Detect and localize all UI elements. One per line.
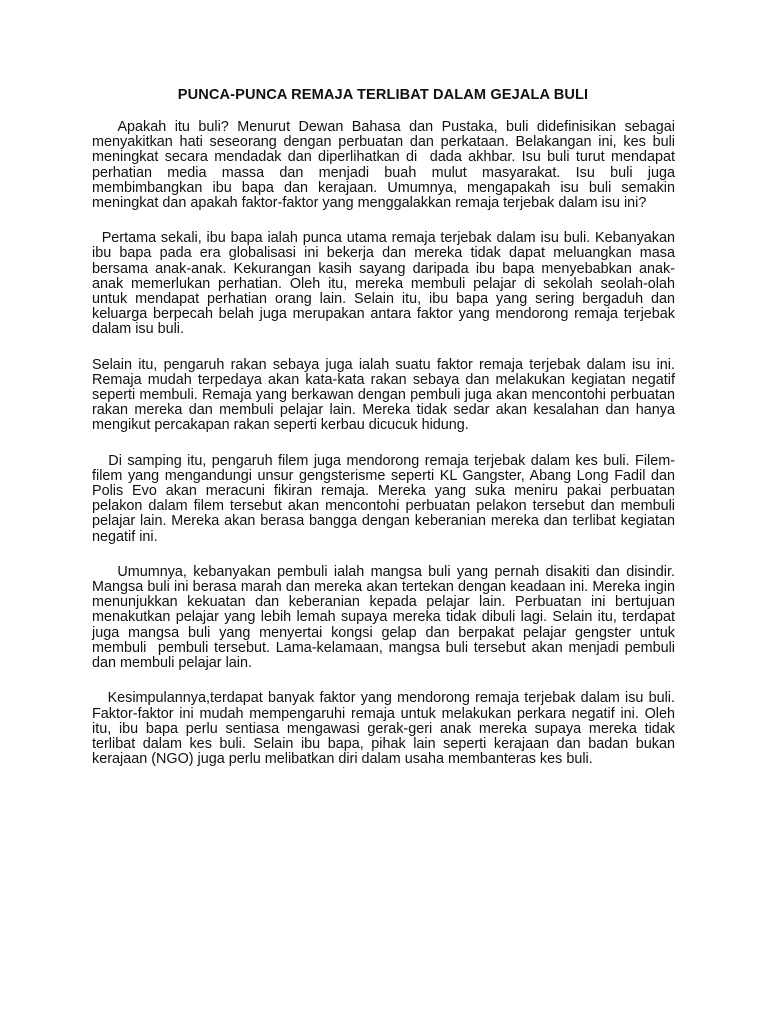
paragraph-intro: Apakah itu buli? Menurut Dewan Bahasa dan Pustaka, buli didefinisikan sebagai menyakitkan hati seseorang dengan perbuatan dan perkataan. Belakangan ini, kes buli meningkat secara mendadak dan diperlihatkan di dada akhbar. Isu buli turut mendapat perhatian media massa dan menjadi buah mulut masyarakat. Isu buli juga membimbangkan ibu bapa dan kerajaan. Umumnya, mengapakah isu buli semakin meningkat dan apakah faktor-faktor yang menggalakkan remaja terjebak dalam isu ini?	[92, 119, 679, 212]
paragraph-conclusion: Kesimpulannya,terdapat banyak faktor yang mendorong remaja terjebak dalam isu buli. Faktor-faktor ini mudah mempengaruhi remaja untuk melakukan perkara negatif ini. Oleh itu, ibu bapa perlu sentiasa mengawasi gerak-geri anak mereka supaya mereka tidak terlibat dalam kes buli. Selain ibu bapa, pihak lain seperti kerajaan dan badan bukan kerajaan (NGO) juga perlu melibatkan diri dalam usaha membanteras kes buli.	[92, 690, 679, 768]
document-title: PUNCA-PUNCA REMAJA TERLIBAT DALAM GEJALA BULI	[177, 87, 589, 103]
paragraph-victims: Umumnya, kebanyakan pembuli ialah mangsa buli yang pernah disakiti dan disindir. Mangsa buli ini berasa marah dan mereka akan tertekan dengan keadaan ini. Mereka ingin menunjukkan kekuatan dan keberanian kepada pelajar lain. Perbuatan ini bertujuan menakutkan pelajar yang lebih lemah supaya mereka tidak dibuli lagi. Selain itu, terdapat juga mangsa buli yang menyertai kongsi gelap dan berpakat pelajar gengster untuk membuli pembuli tersebut. Lama-kelamaan, mangsa buli tersebut akan menjadi pembuli dan membuli pelajar lain.	[92, 563, 679, 672]
document-body	[92, 119, 679, 787]
paragraph-parents: Pertama sekali, ibu bapa ialah punca utama remaja terjebak dalam isu buli. Kebanyakan ibu bapa pada era globalisasi ini bekerja dan mereka tidak dapat meluangkan masa bersama anak-anak. Kekurangan kasih sayang daripada ibu bapa menyebabkan anak-anak memerlukan perhatian. Oleh itu, mereka membuli pelajar di sekolah seolah-olah untuk mendapat perhatian orang lain. Selain itu, ibu bapa yang sering bergaduh dan keluarga berpecah belah juga merupakan antara faktor yang mendorong remaja terjebak dalam isu buli.	[92, 230, 679, 338]
paragraph-films: Di samping itu, pengaruh filem juga mendorong remaja terjebak dalam kes buli. Filem-filem yang mengandungi unsur gengsterisme seperti KL Gangster, Abang Long Fadil dan Polis Evo akan meracuni fikiran remaja. Mereka yang suka meniru pakai perbuatan pelakon dalam filem tersebut akan mencontohi perbuatan pelakon tersebut dan membuli pelajar lain. Mereka akan berasa bangga dengan keberanian mereka dan terlibat kegiatan negatif ini.	[92, 452, 679, 545]
paragraph-peers: Selain itu, pengaruh rakan sebaya juga ialah suatu faktor remaja terjebak dalam isu ini. Remaja mudah terpedaya akan kata-kata rakan sebaya dan melakukan kegiatan negatif seperti membuli. Remaja yang berkawan dengan pembuli juga akan mencontohi perbuatan rakan mereka dan membuli pelajar lain. Mereka tidak sedar akan kesalahan dan hanya mengikut percakapan rakan seperti kerbau dicucuk hidung.	[92, 356, 679, 434]
